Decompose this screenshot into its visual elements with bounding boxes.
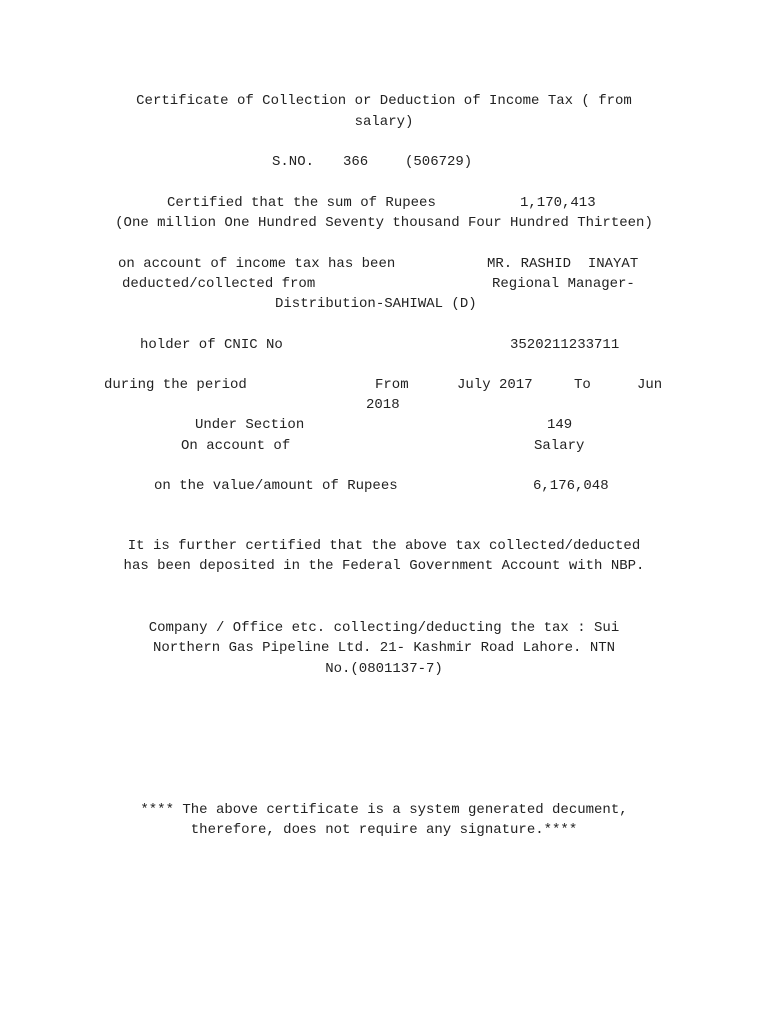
value-amount-label: on the value/amount of Rupees: [154, 478, 398, 494]
sum-amount: 1,170,413: [520, 195, 596, 211]
payee-department: Distribution-SAHIWAL (D): [275, 296, 477, 312]
company-line-1: Company / Office etc. collecting/deducting the tax : Sui: [148, 620, 620, 636]
cnic-label: holder of CNIC No: [140, 337, 283, 353]
cnic-value: 3520211233711: [510, 337, 620, 353]
serial-reference: (506729): [405, 154, 473, 170]
period-to-label: To: [574, 377, 591, 393]
serial-label: S.NO.: [272, 154, 315, 170]
deposit-line-2: has been deposited in the Federal Government Account with NBP.: [123, 558, 645, 574]
deposit-line-1: It is further certified that the above tax collected/deducted: [127, 538, 641, 554]
section-value: 149: [547, 417, 573, 433]
sum-label: Certified that the sum of Rupees: [167, 195, 436, 211]
title-line-1: Certificate of Collection or Deduction of Income Tax ( from: [136, 93, 632, 109]
section-label: Under Section: [195, 417, 305, 433]
value-amount-value: 6,176,048: [533, 478, 609, 494]
footer-line-2: therefore, does not require any signature.****: [190, 822, 578, 838]
serial-number: 366: [343, 154, 369, 170]
footer-line-1: **** The above certificate is a system generated decument,: [140, 802, 628, 818]
period-label: during the period: [104, 377, 247, 393]
payee-designation: Regional Manager-: [492, 276, 635, 292]
period-to-value: Jun: [637, 377, 663, 393]
period-to-year: 2018: [366, 397, 400, 413]
payee-name: MR. RASHID INAYAT: [487, 256, 639, 272]
payee-label-1: on account of income tax has been: [118, 256, 396, 272]
company-line-3: No.(0801137-7): [325, 661, 443, 677]
title-line-2: salary): [354, 114, 414, 130]
payee-label-2: deducted/collected from: [122, 276, 316, 292]
sum-in-words: (One million One Hundred Seventy thousand Four Hundred Thirteen): [115, 215, 653, 231]
company-line-2: Northern Gas Pipeline Ltd. 21- Kashmir Road Lahore. NTN: [152, 640, 616, 656]
account-value: Salary: [534, 438, 585, 454]
period-from-value: July 2017: [457, 377, 533, 393]
account-label: On account of: [181, 438, 291, 454]
period-from-label: From: [375, 377, 409, 393]
